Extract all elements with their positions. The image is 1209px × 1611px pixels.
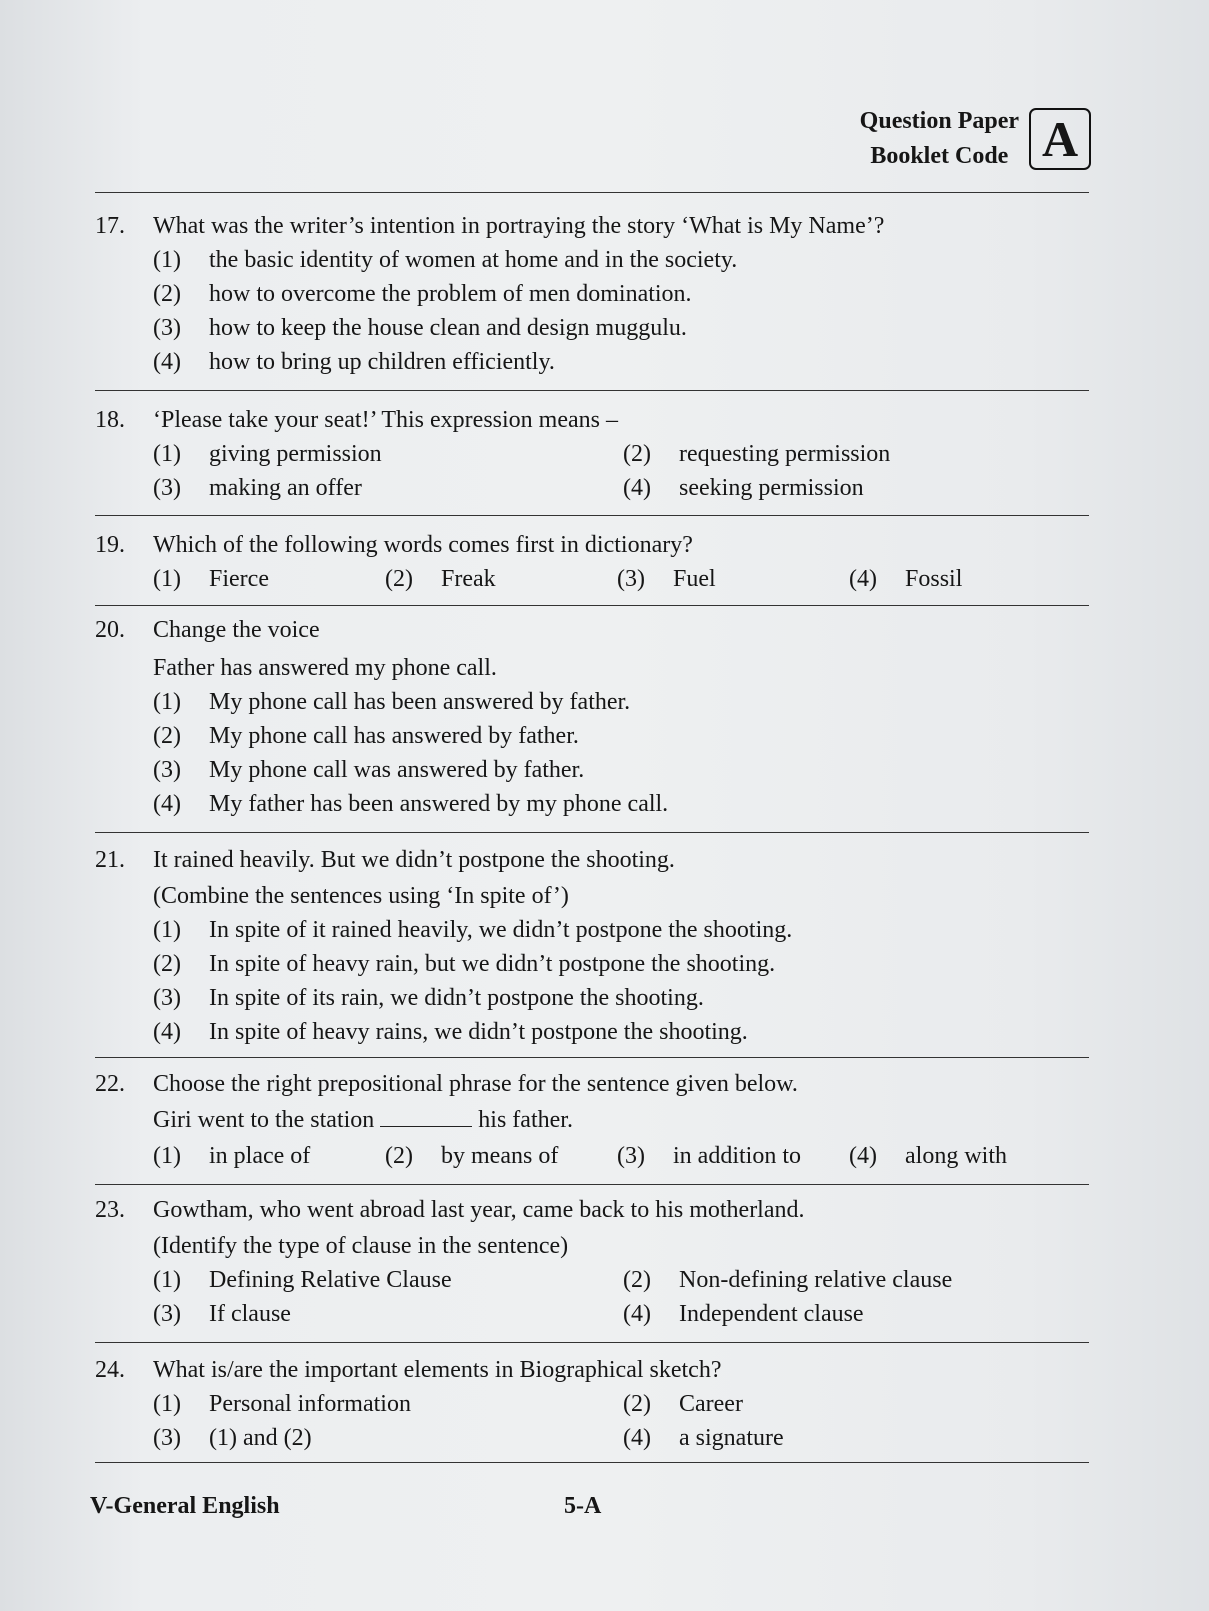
option-text: In spite of heavy rains, we didn’t postpone the shooting. xyxy=(209,1019,748,1045)
option-text: making an offer xyxy=(209,475,362,501)
option xyxy=(153,787,1089,821)
option-text: Independent clause xyxy=(679,1301,864,1327)
option xyxy=(153,753,1089,787)
question-number: 17. xyxy=(95,213,125,239)
option-number: (4) xyxy=(849,566,877,592)
option xyxy=(153,243,1089,277)
option-number: (4) xyxy=(153,349,181,375)
option-text: Non-defining relative clause xyxy=(679,1267,953,1293)
option xyxy=(153,685,1089,719)
question-number: 24. xyxy=(95,1357,125,1383)
option xyxy=(385,1139,617,1173)
option xyxy=(153,1421,623,1455)
option xyxy=(623,1387,1089,1421)
option-text: in addition to xyxy=(673,1143,801,1169)
option xyxy=(153,277,1089,311)
option-text: Freak xyxy=(441,566,496,592)
option-text: the basic identity of women at home and in the society. xyxy=(209,247,738,273)
option-text: seeking permission xyxy=(679,475,864,501)
question-number: 23. xyxy=(95,1197,125,1223)
option-text: in place of xyxy=(209,1143,311,1169)
option-text: My phone call was answered by father. xyxy=(209,757,585,783)
option-number: (4) xyxy=(849,1143,877,1169)
question-22 xyxy=(95,1067,1089,1173)
option xyxy=(153,947,1089,981)
question-text: ‘Please take your seat!’ This expression means – xyxy=(153,407,618,433)
question-subtext: (Combine the sentences using ‘In spite of’) xyxy=(153,883,569,909)
option-number: (1) xyxy=(153,247,181,273)
question-19 xyxy=(95,528,1089,596)
option-number: (2) xyxy=(153,951,181,977)
question-number: 18. xyxy=(95,407,125,433)
option-number: (1) xyxy=(153,1391,181,1417)
option-text: In spite of heavy rain, but we didn’t postpone the shooting. xyxy=(209,951,776,977)
answer-blank xyxy=(380,1104,472,1127)
booklet-code-line1: Question Paper xyxy=(859,108,1019,134)
option-number: (3) xyxy=(617,1143,645,1169)
divider xyxy=(95,1057,1089,1058)
question-number: 19. xyxy=(95,532,125,558)
question-text: Which of the following words comes first in dictionary? xyxy=(153,532,693,558)
option-text: along with xyxy=(905,1143,1007,1169)
question-23 xyxy=(95,1193,1089,1331)
option-text: Fuel xyxy=(673,566,716,592)
option-text: Fierce xyxy=(209,566,269,592)
page-footer xyxy=(90,1493,1089,1520)
option xyxy=(153,311,1089,345)
question-20 xyxy=(95,613,1089,821)
booklet-code-box: A xyxy=(1029,108,1091,170)
booklet-code-line2: Booklet Code xyxy=(870,143,1009,169)
divider xyxy=(95,1184,1089,1185)
option xyxy=(623,1421,1089,1455)
option-text: In spite of its rain, we didn’t postpone the shooting. xyxy=(209,985,704,1011)
option-number: (4) xyxy=(623,475,651,501)
option-number: (2) xyxy=(623,1267,651,1293)
option xyxy=(153,1015,1089,1049)
divider xyxy=(95,1462,1089,1463)
option-number: (1) xyxy=(153,1267,181,1293)
option-number: (2) xyxy=(623,1391,651,1417)
option-text: Personal information xyxy=(209,1391,411,1417)
option-number: (3) xyxy=(153,1425,181,1451)
option xyxy=(153,719,1089,753)
divider xyxy=(95,192,1089,193)
divider xyxy=(95,1342,1089,1343)
option-text: In spite of it rained heavily, we didn’t postpone the shooting. xyxy=(209,917,793,943)
option-number: (1) xyxy=(153,441,181,467)
option xyxy=(623,437,1089,471)
option-text: My phone call has been answered by father. xyxy=(209,689,631,715)
option xyxy=(153,981,1089,1015)
option xyxy=(153,345,1089,379)
option xyxy=(153,437,623,471)
question-18 xyxy=(95,403,1089,505)
divider xyxy=(95,515,1089,516)
divider xyxy=(95,832,1089,833)
option-text: (1) and (2) xyxy=(209,1425,312,1451)
option-text: a signature xyxy=(679,1425,784,1451)
option-number: (2) xyxy=(153,281,181,307)
option xyxy=(153,1297,623,1331)
question-24 xyxy=(95,1353,1089,1455)
option-text: Career xyxy=(679,1391,743,1417)
option xyxy=(153,471,623,505)
option-number: (4) xyxy=(623,1425,651,1451)
question-text: What was the writer’s intention in portraying the story ‘What is My Name’? xyxy=(153,213,885,239)
option-text: Fossil xyxy=(905,566,963,592)
question-text: It rained heavily. But we didn’t postpone the shooting. xyxy=(153,847,675,873)
option-text: how to overcome the problem of men domination. xyxy=(209,281,692,307)
footer-page-number: 5-A xyxy=(564,1493,602,1519)
option xyxy=(849,1139,1089,1173)
option-text: by means of xyxy=(441,1143,559,1169)
option xyxy=(623,1263,1089,1297)
option-number: (1) xyxy=(153,689,181,715)
option-number: (2) xyxy=(623,441,651,467)
option xyxy=(153,913,1089,947)
option-number: (3) xyxy=(153,1301,181,1327)
question-text: Change the voice xyxy=(153,617,320,643)
option xyxy=(153,1263,623,1297)
divider xyxy=(95,390,1089,391)
option-number: (3) xyxy=(153,315,181,341)
option xyxy=(849,562,1089,596)
option-number: (3) xyxy=(153,475,181,501)
option-number: (4) xyxy=(153,791,181,817)
question-subtext: (Identify the type of clause in the sentence) xyxy=(153,1233,569,1259)
option xyxy=(623,1297,1089,1331)
option xyxy=(153,1387,623,1421)
option xyxy=(617,562,849,596)
booklet-code-label xyxy=(860,104,1019,174)
divider xyxy=(95,605,1089,606)
option-number: (2) xyxy=(385,566,413,592)
option-number: (3) xyxy=(153,757,181,783)
question-subtext xyxy=(95,1103,1089,1137)
option-text: how to bring up children efficiently. xyxy=(209,349,555,375)
option-number: (1) xyxy=(153,566,181,592)
option-number: (3) xyxy=(617,566,645,592)
question-subtext: Father has answered my phone call. xyxy=(153,655,497,681)
option xyxy=(153,1139,385,1173)
option-text: how to keep the house clean and design muggulu. xyxy=(209,315,687,341)
question-text: What is/are the important elements in Biographical sketch? xyxy=(153,1357,722,1383)
option-text: giving permission xyxy=(209,441,382,467)
option-text: If clause xyxy=(209,1301,291,1327)
option-text: requesting permission xyxy=(679,441,891,467)
booklet-code-header xyxy=(860,104,1091,174)
question-text: Gowtham, who went abroad last year, came back to his motherland. xyxy=(153,1197,805,1223)
option xyxy=(617,1139,849,1173)
option-text: My father has been answered by my phone call. xyxy=(209,791,669,817)
question-number: 22. xyxy=(95,1071,125,1097)
option xyxy=(385,562,617,596)
option-number: (1) xyxy=(153,917,181,943)
option-text: Defining Relative Clause xyxy=(209,1267,452,1293)
option xyxy=(153,562,385,596)
option-text: My phone call has answered by father. xyxy=(209,723,579,749)
option-number: (2) xyxy=(385,1143,413,1169)
option-number: (1) xyxy=(153,1143,181,1169)
subtext-after: his father. xyxy=(478,1107,573,1133)
option-number: (4) xyxy=(153,1019,181,1045)
option-number: (2) xyxy=(153,723,181,749)
option-number: (4) xyxy=(623,1301,651,1327)
question-21 xyxy=(95,843,1089,1049)
option-number: (3) xyxy=(153,985,181,1011)
subtext-before: Giri went to the station xyxy=(153,1107,375,1133)
footer-subject: V-General English xyxy=(90,1493,280,1519)
option xyxy=(623,471,1089,505)
question-text: Choose the right prepositional phrase for the sentence given below. xyxy=(153,1071,798,1097)
question-number: 20. xyxy=(95,617,125,643)
question-17 xyxy=(95,209,1089,379)
question-number: 21. xyxy=(95,847,125,873)
